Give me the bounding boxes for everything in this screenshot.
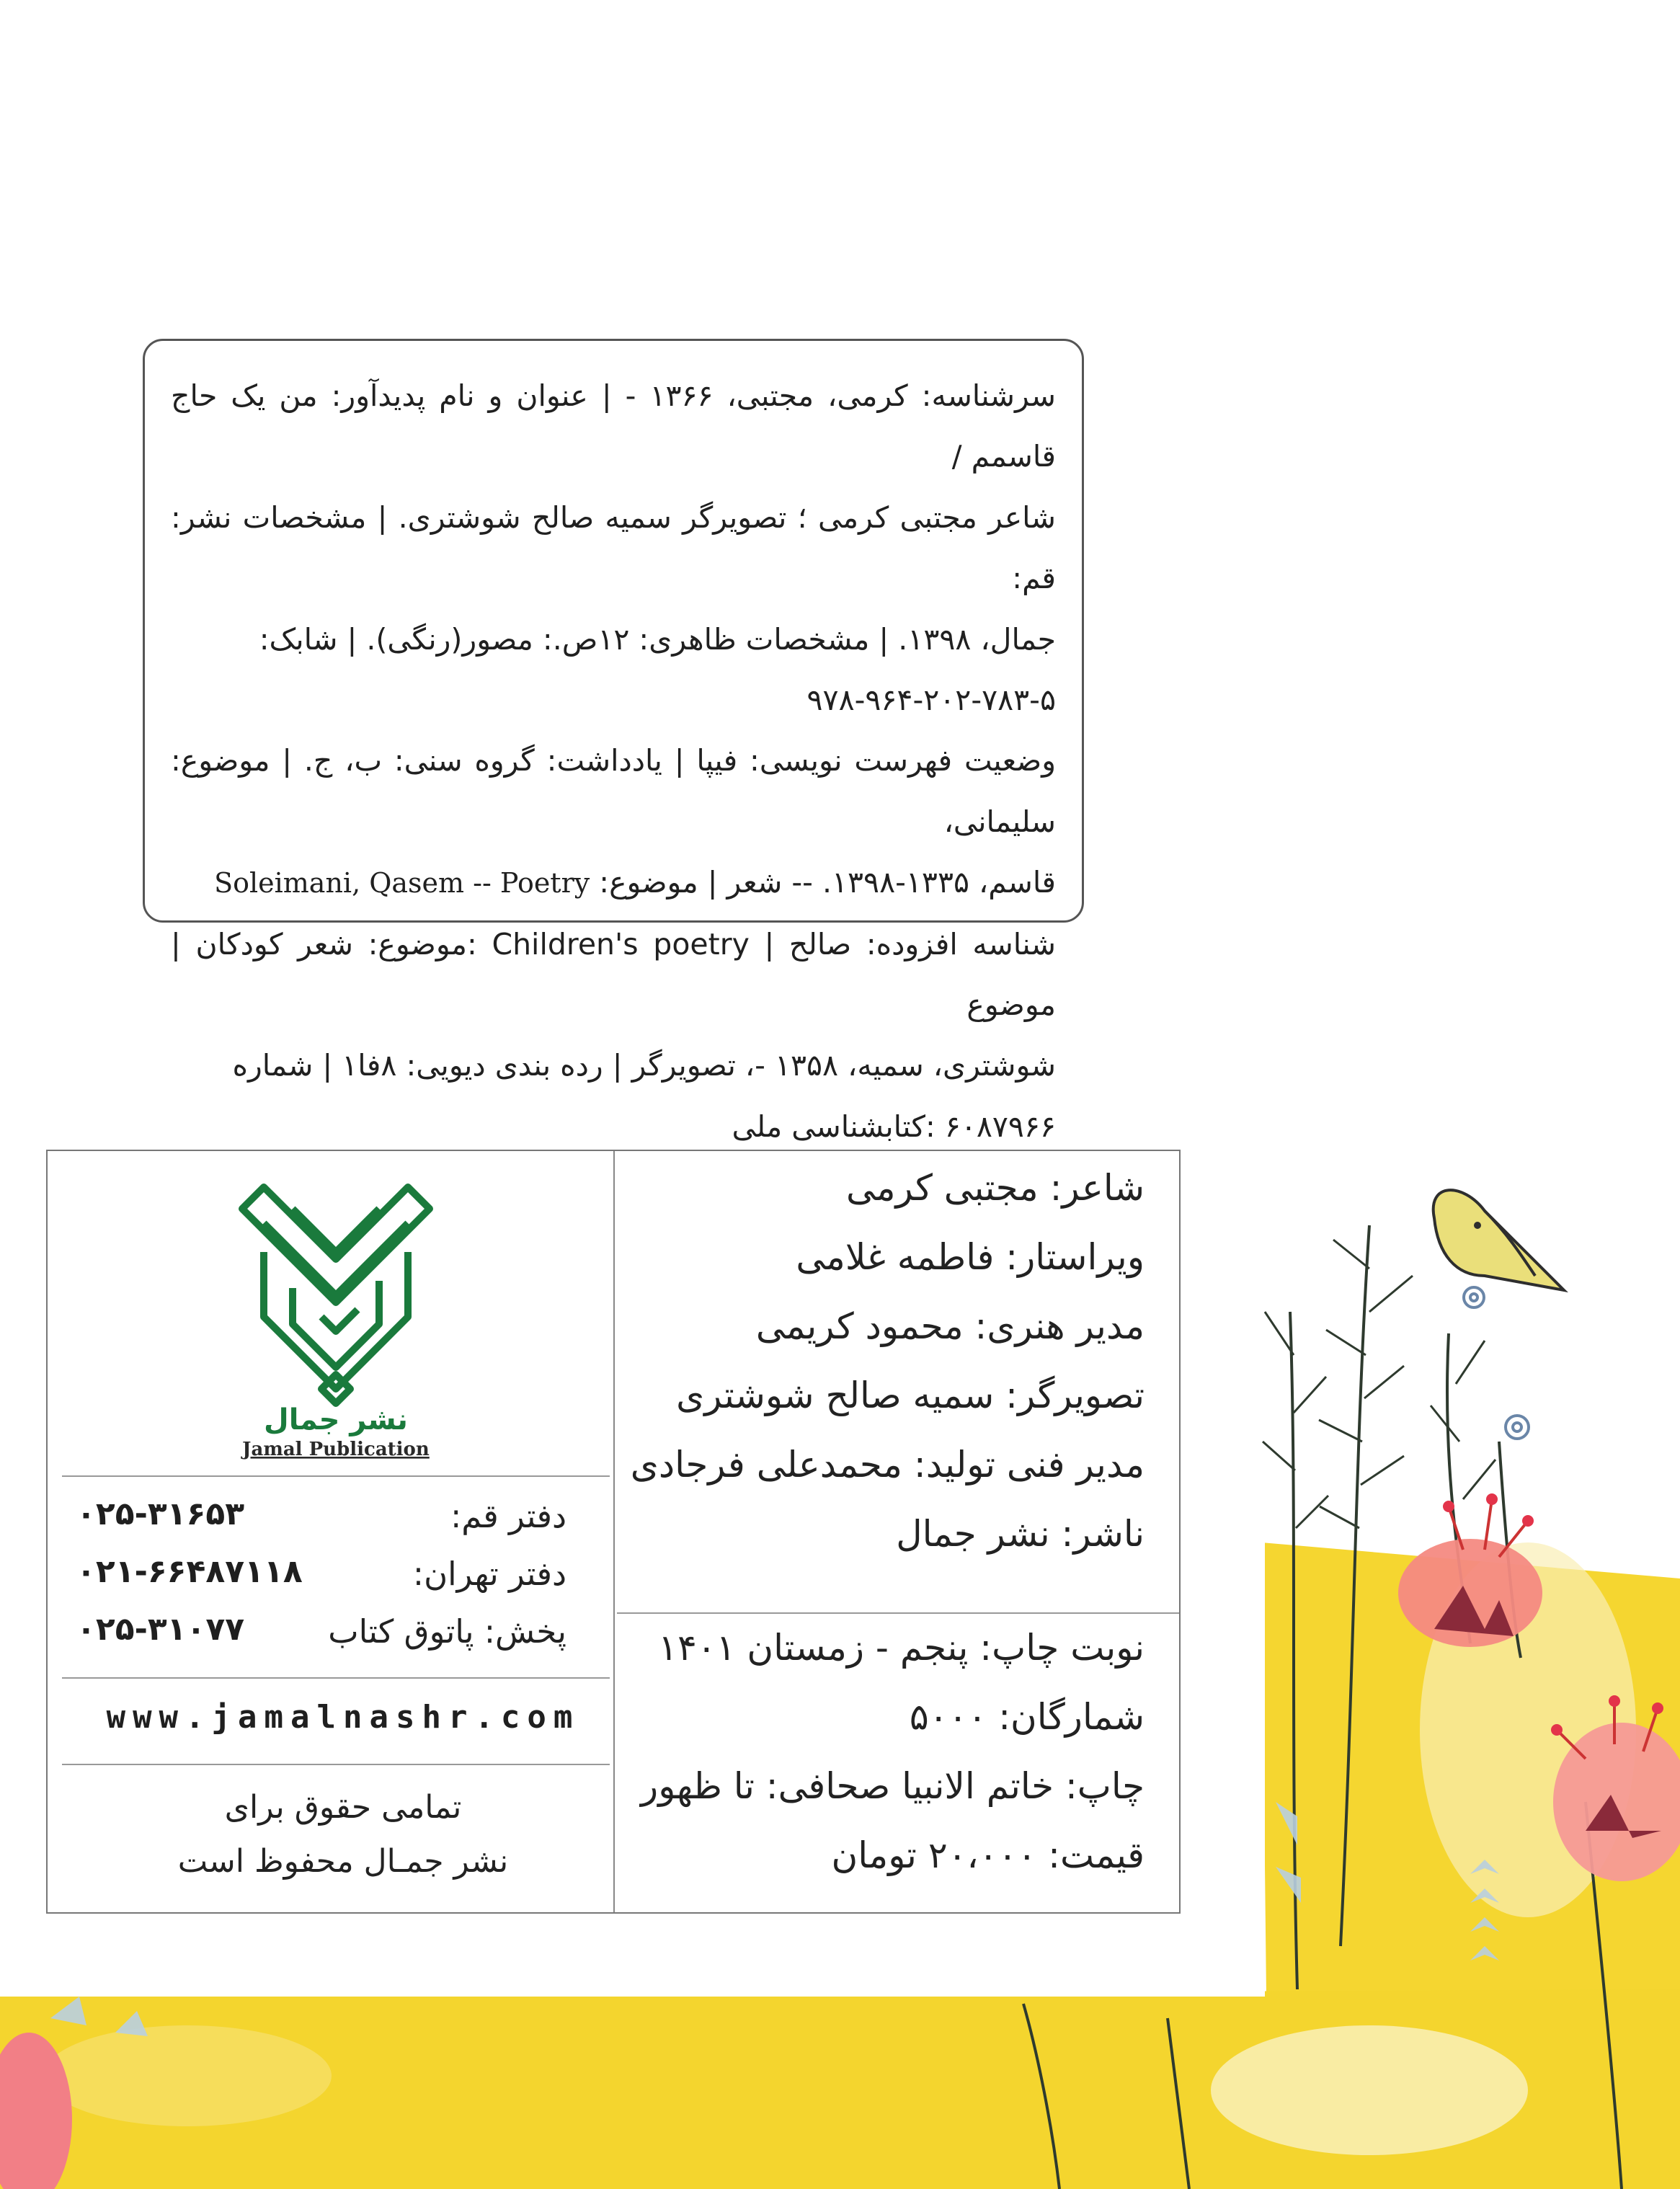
website-url[interactable]: www.jamalnashr.com [106, 1699, 580, 1736]
column-divider [613, 1151, 615, 1912]
imprint-box [46, 1150, 1181, 1914]
cip-line-5: وضعیت فهرست نویسی: فیپا | یادداشت: گروه سنی: ب، ج. | موضوع: سلیمانی، [171, 743, 1056, 839]
cip-line-3: جمال، ۱۳۹۸. | مشخصات ظاهری: ۱۲ص.: مصور(رنگی). | شابک: [259, 621, 1056, 657]
cip-line-1: سرشناسه: کرمی، مجتبی، ۱۳۶۶ - | عنوان و نام پدیدآور: من یک حاج قاسمم / [171, 378, 1056, 474]
cip-line-7: شناسه افزوده: صالح | Children's poetry :موضوع: شعر کودکان | موضوع [171, 926, 1056, 1023]
leaves [1263, 1240, 1495, 1528]
left-row-divider-3 [62, 1764, 610, 1765]
logo-name-en: Jamal Publication [242, 1439, 430, 1460]
right-row-divider [617, 1612, 1179, 1614]
credit-illustrator: تصویرگر: سمیه صالح شوشتری [676, 1375, 1145, 1416]
credit-poet: شاعر: مجتبی کرمی [846, 1167, 1145, 1209]
tehran-office-phone: ۰۲۱-۶۶۴۸۷۱۱۸ [76, 1553, 303, 1590]
print-price: قیمت: ۲۰،۰۰۰ تومان [831, 1834, 1145, 1876]
rights-line-1: تمامی حقوق برای [224, 1789, 462, 1826]
cip-line-9: ۶۰۸۷۹۶۶ :کتابشناسی ملی [732, 1109, 1056, 1144]
cip-line-2: شاعر مجتبی کرمی ؛ تصویرگر سمیه صالح شوشتری. | مشخصات نشر: قم: [171, 499, 1056, 596]
left-row-divider-1 [62, 1475, 610, 1477]
print-edition: نوبت چاپ: پنجم - زمستان ۱۴۰۱ [658, 1627, 1145, 1669]
print-printing: چاپ: خاتم الانبیا صحافی: تا ظهور [641, 1765, 1145, 1807]
bird-illustration [1434, 1190, 1564, 1290]
logo-mark-icon [242, 1187, 430, 1403]
cip-line-6 [171, 852, 1056, 913]
left-row-divider-2 [62, 1677, 610, 1679]
qom-office-label: دفتر قم: [450, 1497, 566, 1535]
credit-publisher: ناشر: نشر جمال [896, 1513, 1145, 1555]
cip-line-8: شوشتری، سمیه، ۱۳۵۸ -، تصویرگر | رده بندی دیویی: ۸فا۱ | شماره [232, 1048, 1056, 1083]
jamal-publication-logo [221, 1173, 451, 1461]
print-circulation: شمارگان: ۵۰۰۰ [909, 1696, 1145, 1738]
rights-line-2: نشر جمـال محفوظ است [177, 1843, 509, 1880]
qom-office-phone: ۰۲۵-۳۱۶۵۳ [76, 1496, 245, 1532]
credit-editor: ویراستار: فاطمه غلامی [796, 1236, 1145, 1278]
distribution-label: پخش: پاتوق کتاب [328, 1612, 566, 1651]
flower-1 [1398, 1493, 1542, 1647]
cip-isbn: ۹۷۸-۹۶۴-۲۰۲-۷۸۳-۵ [806, 683, 1056, 718]
credit-production-manager: مدیر فنی تولید: محمدعلی فرجادی [630, 1444, 1145, 1486]
cataloging-card [143, 339, 1084, 1144]
cip-line-6-en: Soleimani, Qasem -- Poetry [214, 867, 590, 900]
spirals [1464, 1287, 1529, 1439]
distribution-phone: ۰۲۵-۳۱۰۷۷ [76, 1611, 245, 1648]
tehran-office-label: دفتر تهران: [412, 1555, 566, 1593]
credit-art-director: مدیر هنری: محمود کریمی [755, 1305, 1145, 1347]
logo-name-fa: نشر جمال [264, 1403, 408, 1437]
cip-line-6-fa: قاسم، ۱۳۳۵-۱۳۹۸. -- شعر | موضوع: [599, 865, 1056, 900]
